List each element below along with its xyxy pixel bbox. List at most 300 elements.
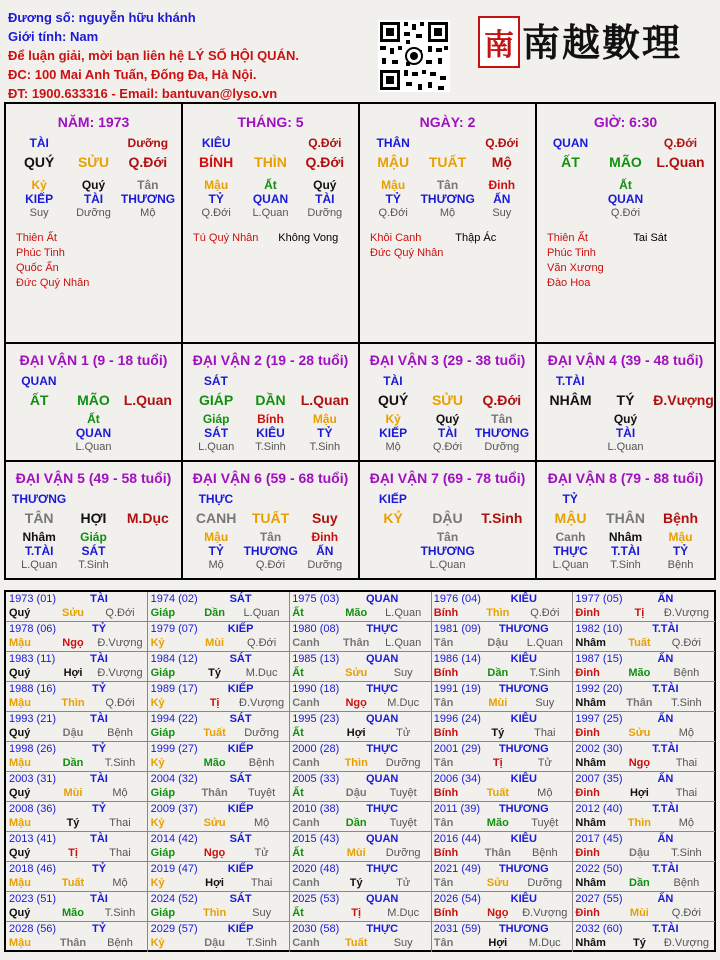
year-stem: Kỷ [150,757,165,769]
year-branch: Tị [634,607,645,619]
dai-van-row2 [6,510,181,526]
dai-van-row5 [183,559,358,571]
year-stem: Ất [292,787,304,799]
year-god: KIÊU [510,893,537,905]
dai-van-row3-0: Nhâm [22,530,56,544]
year-stem: Tân [433,877,454,889]
year-stage: Đ.Vượng [97,637,143,649]
dai-van-row2 [360,510,535,526]
year-stem: Bính [433,907,459,919]
pillar-row4-2 [653,192,707,206]
year-stem: Nhâm [575,637,606,649]
dai-van-god: QUAN [21,374,57,388]
year-cell [431,712,573,742]
year-stem: Đinh [575,727,600,739]
dai-van-cell [537,462,714,578]
year-branch: Tị [209,697,220,709]
dai-van-row3-1: Bính [257,412,284,426]
year-stage: Tử [396,727,411,739]
dai-van-row1 [6,492,181,506]
pillar-row4-0: TỶ [385,192,401,206]
pillar-cell [360,104,537,344]
year-branch: Thân [201,787,228,799]
pillar-row1 [183,136,358,150]
year-stage: Mộ [678,817,695,829]
dai-van-row5-0: L.Quan [198,441,235,453]
pillar-row5 [537,207,714,219]
seal-glyph: 南 [484,28,514,63]
dai-van-row5-1: L.Quan [75,441,112,453]
qr-code-icon [378,20,450,92]
pillar-row4 [360,192,535,206]
year-stage: Q.Đới [671,907,701,919]
year-stage: Đ.Vượng [239,697,285,709]
year-stem: Nhâm [575,697,606,709]
year-branch: Tý [632,937,646,949]
year-label: 2005 (33) [292,773,340,785]
pillar-title: NGÀY: 2 [419,114,476,130]
year-stem: Tân [433,697,454,709]
dai-van-row2 [537,510,714,526]
year-cell [6,832,148,862]
year-god: SÁT [229,593,252,605]
year-god: KIÊU [510,653,537,665]
pillar-row5 [183,207,358,219]
year-stage: Dưỡng [527,877,563,889]
dai-van-row5-2: Bệnh [667,559,694,571]
year-god: TỶ [91,923,107,935]
year-cell [6,652,148,682]
pillar-row2-0: QUÝ [23,154,55,170]
year-label: 2008 (36) [9,803,57,815]
dai-van-row2-0: TÂN [24,510,54,526]
year-stage: Tử [537,757,552,769]
year-label: 2015 (43) [292,833,340,845]
dai-van-row4-0 [543,426,597,440]
year-label: 1987 (15) [575,653,623,665]
year-god: SÁT [229,773,252,785]
dai-van-row5-1: Q.Đới [255,559,286,571]
dai-van-row2-1: DẬU [432,510,463,526]
year-stage: Q.Đới [246,637,277,649]
year-cell [572,802,714,832]
year-cell [148,652,290,682]
year-label: 2013 (41) [9,833,57,845]
year-cell [6,892,148,922]
year-god: TÀI [90,713,108,725]
dai-van-row3 [537,530,714,544]
dai-van-row4-2: TỶ [317,426,333,440]
year-stem: Bính [433,727,459,739]
dai-van-row4-0: THỰC [553,544,588,558]
year-stem: Giáp [150,607,176,619]
pillar-title: GIỜ: 6:30 [593,114,658,130]
year-cell [6,922,148,952]
dai-van-row3 [360,412,535,426]
year-stage: M.Dục [387,907,420,919]
year-god: T.TÀI [652,923,679,935]
dai-van-row4-2: TỶ [672,544,689,558]
pillar-row5-0: Suy [29,207,49,219]
pillar-row4-0: TỶ [208,192,224,206]
dai-van-row3 [183,412,358,426]
year-cell [431,832,573,862]
pillar-row2 [6,154,181,170]
year-cell [572,742,714,772]
pillar-row4-0 [543,192,597,206]
dai-van-row4-0 [12,426,66,440]
year-god: ẤN [657,713,674,725]
dai-van-row4 [360,426,535,440]
year-label: 2000 (28) [292,743,340,755]
year-cell [431,772,573,802]
year-branch: Mão [62,907,84,919]
pillar-row5-1: L.Quan [252,207,289,219]
year-branch: Mão [345,607,368,619]
dai-van-row5 [360,559,535,571]
year-god: ẤN [657,833,674,845]
dai-van-row4-1: THƯƠNG [243,544,298,558]
pillar-row3-0: Kỷ [31,178,47,192]
pillar-row4-1: QUAN [252,192,289,206]
year-cell [431,892,573,922]
year-stem: Tân [433,757,454,769]
year-stage: L.Quan [385,607,422,619]
year-label: 2003 (31) [9,773,57,785]
year-branch: Dậu [345,787,367,799]
year-god: T.TÀI [652,863,679,875]
year-cell [148,592,290,622]
year-cell [148,682,290,712]
year-label: 1975 (03) [292,593,340,605]
dai-van-row2-1: TUẤT [251,510,290,526]
year-branch: Thân [343,637,370,649]
year-label: 2007 (35) [575,773,623,785]
dai-van-row1 [183,374,358,388]
dai-van-row2-0: KỶ [383,510,403,526]
year-god: T.TÀI [652,803,679,815]
dai-van-row2-0: GIÁP [199,392,234,408]
year-stage: Q.Đới [530,607,560,619]
dai-van-row5-2 [475,559,529,571]
year-stem: Ất [292,727,304,739]
year-stage: Bệnh [673,877,700,889]
year-stage: Suy [535,697,555,709]
gender: Giới tính: Nam [8,29,99,44]
year-cell [6,592,148,622]
dai-van-row4-1: T.TÀI [611,544,640,558]
pillar-row1-0: TÀI [29,136,49,150]
pillar-row3-0: Mậu [204,178,229,192]
dai-van-row5-1: L.Quan [429,559,466,571]
year-branch: Dậu [629,847,650,859]
year-branch: Mão [486,817,509,829]
star-good: Thiên Ất [547,232,588,244]
year-cell [572,892,714,922]
year-stem: Giáp [150,847,176,859]
year-god: THƯƠNG [498,803,549,815]
pillar-cell [6,104,183,344]
dai-van-row2-2: Suy [311,510,338,526]
year-stem: Ất [292,667,304,679]
year-label: 1985 (13) [292,653,340,665]
year-branch: Dậu [487,637,509,649]
dai-van-row4 [6,426,181,440]
year-branch: Ngọ [62,637,84,649]
dai-van-title: ĐẠI VẬN 3 (29 - 38 tuổi) [369,352,526,368]
year-stage: Tuyệt [389,817,417,829]
header-info [8,8,368,103]
dai-van-row2 [537,392,714,408]
year-label: 1989 (17) [150,683,198,695]
dai-van-god: THỰC [198,492,234,506]
pillar-row2 [537,154,714,170]
year-label: 1988 (16) [9,683,57,695]
year-stem: Mậu [9,637,31,649]
contact-invite: Để luận giải, mời bạn liên hệ LÝ SỐ HỘI QUÁN. [8,48,299,63]
year-god: KIẾP [227,863,254,875]
year-branch: Tuất [344,937,368,949]
year-stage: Đ.Vượng [663,937,709,949]
year-god: ẤN [657,773,674,785]
dai-van-row2-0: NHÂM [549,392,592,408]
dai-van-cell [183,462,360,578]
pillar-row3 [6,178,181,192]
pillar-row5-1: Dưỡng [76,207,111,219]
year-branch: Sửu [628,727,651,739]
pillar-row1-0: KIÊU [201,136,231,150]
year-cell [6,772,148,802]
year-label: 2027 (55) [575,893,623,905]
year-branch: Dần [204,607,225,619]
year-stage: Thai [534,727,556,739]
year-label: 2020 (48) [292,863,340,875]
year-god: THƯƠNG [498,743,549,755]
dai-van-row1 [6,374,181,388]
year-branch: Tị [492,757,503,769]
year-stage: Tuyệt [248,787,276,799]
year-god: THỰC [366,863,399,875]
year-god: THƯƠNG [498,683,549,695]
year-stage: Suy [393,937,413,949]
year-cell [6,862,148,892]
year-god: SÁT [229,713,252,725]
dai-van-god: TỶ [562,492,578,506]
dai-van-row2 [360,392,535,408]
year-stem: Ất [292,607,304,619]
pillar-row1 [6,136,181,150]
pillar-row5 [360,207,535,219]
dai-van-row2 [183,510,358,526]
year-label: 1983 (11) [9,653,56,665]
year-stage: T.Sinh [671,697,702,709]
year-label: 1996 (24) [433,713,481,725]
year-stage: Tử [396,877,411,889]
dai-van-row3-0 [366,530,420,544]
year-cell [572,592,714,622]
year-branch: Ngọ [345,697,367,709]
year-stage: T.Sinh [104,907,136,919]
year-cell [289,622,431,652]
year-god: ẤN [657,893,674,905]
year-label: 1993 (21) [9,713,57,725]
dai-van-row2-2: Đ.Vượng [653,392,714,408]
pillar-row2-0: BÍNH [199,154,234,170]
person-name: Đương số: nguyễn hữu khánh [8,10,196,25]
pillar-row5-1: Mộ [439,207,456,219]
dai-van-row2-2: L.Quan [123,392,172,408]
dai-van-cell [183,344,360,462]
pillar-row3-0 [543,178,597,192]
year-stem: Kỷ [150,877,165,889]
dai-van-row3-0: Mậu [204,530,229,544]
year-label: 2031 (59) [433,923,481,935]
year-stem: Mậu [9,937,31,949]
year-branch: Mùi [205,637,225,649]
pillar-row1 [537,136,714,150]
pillar-row3-2 [653,178,707,192]
pillar-row3-0: Mậu [381,178,406,192]
dai-van-row3-0 [12,412,66,426]
dai-van-row4 [183,544,358,558]
year-cell [148,892,290,922]
year-stem: Nhâm [575,937,606,949]
year-branch: Dần [629,877,650,889]
year-branch: Mùi [629,907,649,919]
year-branch: Mùi [488,697,508,709]
pillar-row5-2: Suy [492,207,512,219]
year-branch: Ngọ [203,847,226,859]
dai-van-row3-0: Kỷ [385,412,401,426]
dai-van-row1 [360,492,535,506]
year-label: 1995 (23) [292,713,340,725]
dai-van-row4-1: THƯƠNG [420,544,475,558]
dai-van-row2-0: CANH [195,510,237,526]
pillar-title: THÁNG: 5 [237,114,304,130]
dai-van-row4-0: SÁT [204,426,229,440]
dai-van-row2 [183,392,358,408]
dai-van-row2-2: Q.Đới [482,392,522,408]
year-stem: Giáp [150,667,176,679]
year-branch: Hợi [346,727,366,739]
year-label: 2002 (30) [575,743,623,755]
year-cell [6,712,148,742]
year-label: 2025 (53) [292,893,340,905]
year-label: 2012 (40) [575,803,623,815]
year-label: 1997 (25) [575,713,623,725]
year-god: TỶ [91,683,107,695]
dai-van-row4 [537,426,714,440]
dai-van-row5-1: T.Sinh [610,559,641,571]
year-god: KIẾP [227,923,254,935]
address: ĐC: 100 Mai Anh Tuấn, Đống Đa, Hà Nội. [8,67,257,82]
dai-van-row3 [6,530,181,544]
year-god: KIÊU [510,593,537,605]
star-good: Đào Hoa [547,277,591,289]
star-good: Tú Quý Nhân [193,232,259,244]
year-cell [572,862,714,892]
dai-van-row5-0: L.Quan [552,559,589,571]
dai-van-row3-2 [475,530,529,544]
year-stage: Mộ [253,817,270,829]
year-cell [289,712,431,742]
year-branch: Dần [62,757,84,769]
pillar-row2-2: L.Quan [656,154,705,170]
pillar-row1-0: QUAN [552,136,589,150]
year-stage: Đ.Vượng [522,907,568,919]
dai-van-row2-2: M.Dục [126,510,169,526]
dai-van-row3-2: Mậu [312,412,337,426]
year-god: KIẾP [227,803,254,815]
dai-van-title: ĐẠI VẬN 4 (39 - 48 tuổi) [547,352,704,368]
pillar-row4-2: ẤN [493,192,511,206]
dai-van-cell [360,462,537,578]
year-god: QUAN [365,893,399,905]
dai-van-row4 [183,426,358,440]
year-cell [431,922,573,952]
pillar-row1-2: Q.Đới [485,136,519,150]
dai-van-row3-2: Tân [491,412,513,426]
year-stage: Thai [109,847,131,859]
year-stem: Đinh [575,607,600,619]
year-label: 1984 (12) [150,653,198,665]
dai-van-row4-1: TÀI [615,426,636,440]
year-cell [431,592,573,622]
year-label: 1998 (26) [9,743,57,755]
dai-van-row2-0: ẤT [29,392,49,408]
year-cell [289,802,431,832]
year-branch: Mùi [63,787,83,799]
dai-van-row4-1: KIÊU [256,426,285,440]
pillar-row2 [183,154,358,170]
dai-van-row3-2 [121,530,175,544]
dai-van-row5-2: Dưỡng [484,441,520,453]
year-cell [572,712,714,742]
year-label: 2011 (39) [433,803,481,815]
year-god: THƯƠNG [498,863,549,875]
year-label: 2017 (45) [575,833,623,845]
year-cell [289,742,431,772]
pillar-row2-0: MẬU [377,154,410,170]
year-stage: Mộ [112,787,128,799]
dai-van-cell [6,344,183,462]
year-god: TỶ [91,863,107,875]
year-stem: Ất [292,847,304,859]
pillar-stars [360,231,535,261]
year-stem: Quý [9,907,31,919]
pillar-stars [537,231,714,291]
year-stem: Tân [433,637,454,649]
year-cell [431,652,573,682]
year-stage: Mộ [537,787,553,799]
year-stage: Dưỡng [385,847,421,859]
year-branch: Dậu [62,727,84,739]
year-cell [289,592,431,622]
dai-van-god: TÀI [383,374,403,388]
year-label: 1990 (18) [292,683,340,695]
dai-van-row4-2 [475,544,529,558]
year-label: 1992 (20) [575,683,623,695]
year-god: THỰC [366,683,399,695]
year-stage: Mộ [112,877,128,889]
dai-van-row5-2: Dưỡng [307,559,343,571]
dai-van-row2-0: MẬU [554,510,587,526]
pillar-row4-0: KIẾP [25,192,54,206]
year-stem: Canh [292,817,320,829]
year-stage: Bệnh [107,937,133,949]
pillar-row3-1: Quý [81,178,106,192]
dai-van-row2-2: L.Quan [300,392,349,408]
